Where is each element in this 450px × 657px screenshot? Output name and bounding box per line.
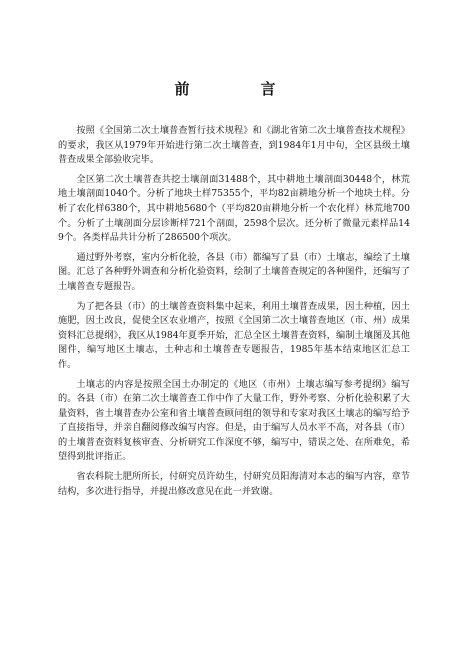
paragraph-3: 通过野外考察，室内分析化验，各县（市）都编写了县（市）土壤志，编绘了土壤图。汇总了各种野外调查和分析化验资料，绘制了土壤普查规定的各种图件，还编写了土壤普查专题报告。 — [58, 251, 410, 292]
paragraph-2: 全区第二次土壤普查共挖土壤剖面31488个，其中耕地土壤剖面30448个，林荒地土壤剖面1040个。分析了地块土样75355个，平均82亩耕地分析一个地块土样。分析了农化样6380个，其中耕地5680个（平均820亩耕地分析一个农化样）林荒地700个。分析了土壤剖面分层诊断样721个剖面，2598个层次。还分析了微量元素样品149个。各类样品共计分析了286500个项次。 — [58, 173, 410, 244]
paragraph-4: 为了把各县（市）的土壤普查资料集中起来，利用土壤普查成果，因土种植，因土施肥，因土改良，促使全区农业增产，按照《全国第二次土壤普查地区（市、州）成果资料汇总提纲》，我区从1984年夏季开始，汇总全区土壤普查资料，编制土壤图及其他图件，编写地区土壤志，土种志和土壤普查专题报告，1985年基本结束地区汇总工作。 — [58, 300, 410, 370]
paragraph-1: 按照《全国第二次土壤普查暂行技术规程》和《湖北省第二次土壤普查技术规程》的要求，我区从1979年开始进行第二次土壤普查，到1984年1月中旬，全区县级土壤普查成果全部验收完毕。 — [58, 125, 410, 166]
paragraph-5: 土壤志的内容是按照全国土办制定的《地区（市州）土壤志编写参考提纲》编写的。各县（市）在第二次土壤普查工作中作了大量工作，野外考察、分析化验积累了大量资料，省土壤普查办公室和省土壤普查顾问组的领导和专家对我区土壤志的编写给予了直接指导，并亲自翻阅修改编写内容。但是，由于编写人员水平不高，对各县（市）的土壤普查资料复核审查、分析研究工作深度不够，编写中，错误之处、在所难免，希望得到批评指正。 — [58, 378, 410, 463]
page-title: 前 言 — [174, 80, 304, 98]
paragraph-6: 省农科院土肥所所长，付研究员许幼生，付研究员阳海清对本志的编写内容，章节结构，多次进行指导，并提出修改意见在此一并致谢。 — [58, 471, 410, 497]
document-body — [58, 124, 410, 504]
